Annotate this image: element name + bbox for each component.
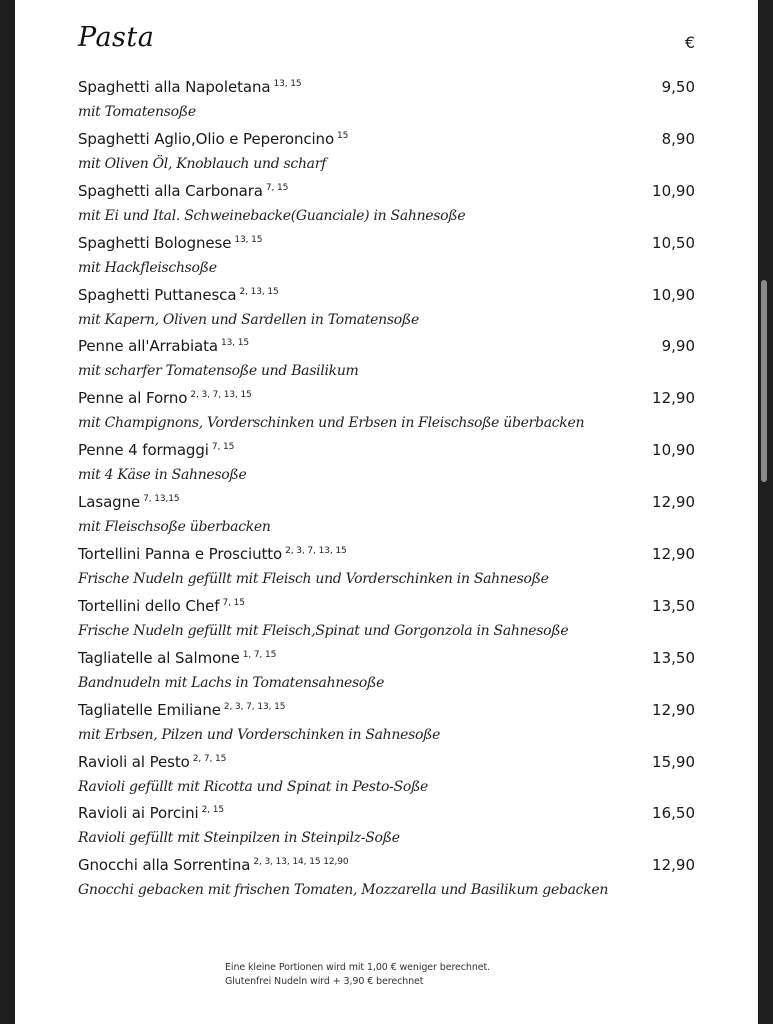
allergen-codes: 2, 15	[201, 805, 224, 816]
item-name: Spaghetti Puttanesca	[78, 285, 237, 304]
menu-item	[78, 439, 695, 491]
menu-item	[78, 387, 695, 439]
allergen-codes: 7, 15	[265, 182, 289, 193]
allergen-codes: 13, 15	[220, 338, 250, 349]
allergen-codes: 15	[337, 130, 349, 141]
allergen-codes: 13, 15	[234, 234, 263, 245]
scrollbar-thumb[interactable]	[761, 280, 767, 482]
item-price: 9,50	[661, 78, 695, 96]
item-price: 12,90	[652, 493, 695, 512]
item-price: 10,90	[652, 285, 695, 304]
item-name: Ravioli al Pesto	[78, 752, 190, 771]
item-name: Spaghetti alla Carbonara	[78, 181, 263, 200]
item-name: Spaghetti Bolognese	[78, 233, 232, 252]
menu-item	[78, 232, 695, 284]
allergen-codes: 2, 3, 13, 14, 15 12,90	[253, 857, 349, 868]
item-description: mit 4 Käse in Sahnesoße	[78, 467, 247, 484]
item-description: Ravioli gefüllt mit Steinpilzen in Steinpilz-Soße	[78, 830, 400, 847]
item-description: Ravioli gefüllt mit Ricotta und Spinat in Pesto-Soße	[78, 778, 429, 795]
item-price: 12,90	[652, 700, 695, 719]
allergen-codes: 1, 7, 15	[242, 649, 277, 660]
item-description: Gnocchi gebacken mit frischen Tomaten, Mozzarella und Basilikum gebacken	[78, 882, 609, 899]
allergen-codes: 7, 13,15	[143, 494, 180, 505]
menu-item-list	[78, 76, 695, 906]
allergen-codes: 13, 15	[273, 79, 302, 89]
item-price: 9,90	[661, 337, 695, 356]
menu-item	[78, 128, 695, 180]
item-name: Tagliatelle al Salmone	[78, 648, 240, 667]
item-price: 10,90	[652, 181, 695, 200]
item-name: Tortellini dello Chef	[78, 596, 220, 615]
item-name: Spaghetti alla Napoletana	[78, 78, 271, 96]
item-description: mit Fleischsoße überbacken	[78, 519, 271, 536]
menu-item	[78, 180, 695, 232]
item-name: Penne 4 formaggi	[78, 441, 209, 460]
item-description: Frische Nudeln gefüllt mit Fleisch,Spinat und Gorgonzola in Sahnesoße	[78, 622, 569, 639]
item-description: mit scharfer Tomatensoße und Basilikum	[78, 363, 359, 380]
item-description: mit Hackfleischsoße	[78, 259, 217, 276]
item-price: 10,50	[652, 233, 695, 252]
item-description: mit Tomatensoße	[78, 104, 196, 120]
menu-item	[78, 76, 695, 128]
item-description: Frische Nudeln gefüllt mit Fleisch und Vorderschinken in Sahnesoße	[78, 571, 549, 588]
footer-note-gluten-free: Glutenfrei Nudeln wird + 3,90 € berechnet	[225, 976, 424, 987]
menu-item	[78, 543, 695, 595]
item-name: Penne all'Arrabiata	[78, 337, 218, 356]
item-name: Ravioli ai Porcini	[78, 804, 199, 823]
menu-item	[78, 491, 695, 543]
menu-item	[78, 595, 695, 647]
menu-item	[78, 751, 695, 803]
item-description: mit Oliven Öl, Knoblauch und scharf	[78, 155, 327, 172]
allergen-codes: 7, 15	[222, 597, 245, 608]
item-description: mit Champignons, Vorderschinken und Erbsen in Fleischsoße überbacken	[78, 415, 585, 432]
currency-header: €	[684, 33, 695, 52]
item-name: Tagliatelle Emiliane	[78, 700, 221, 719]
item-price: 13,50	[652, 596, 695, 615]
allergen-codes: 2, 13, 15	[239, 286, 279, 297]
item-name: Lasagne	[78, 493, 141, 512]
item-price: 10,90	[652, 441, 695, 460]
menu-item	[78, 802, 695, 854]
menu-item	[78, 854, 695, 906]
item-description: mit Ei und Ital. Schweinebacke(Guanciale) in Sahnesoße	[78, 207, 466, 224]
section-title: Pasta	[78, 22, 155, 53]
allergen-codes: 2, 7, 15	[192, 753, 227, 764]
item-description: mit Erbsen, Pilzen und Vorderschinken in Sahnesoße	[78, 726, 441, 743]
allergen-codes: 2, 3, 7, 13, 15	[223, 701, 286, 712]
item-name: Gnocchi alla Sorrentina	[78, 856, 251, 875]
item-name: Tortellini Panna e Prosciutto	[78, 545, 283, 564]
item-price: 15,90	[652, 752, 695, 771]
menu-item	[78, 335, 695, 387]
item-description: mit Kapern, Oliven und Sardellen in Tomatensoße	[78, 311, 419, 328]
item-price: 8,90	[661, 129, 695, 148]
menu-item	[78, 699, 695, 751]
item-price: 12,90	[652, 856, 695, 875]
item-name: Spaghetti Aglio,Olio e Peperoncino	[78, 129, 335, 148]
item-price: 12,90	[652, 389, 695, 408]
item-price: 16,50	[652, 804, 695, 823]
item-price: 13,50	[652, 648, 695, 667]
item-description: Bandnudeln mit Lachs in Tomatensahnesoße	[78, 674, 385, 691]
item-name: Penne al Forno	[78, 389, 188, 408]
menu-item	[78, 647, 695, 699]
menu-item	[78, 284, 695, 336]
footer-note-small-portion: Eine kleine Portionen wird mit 1,00 € weniger berechnet.	[225, 962, 491, 973]
item-price: 12,90	[652, 545, 695, 564]
allergen-codes: 2, 3, 7, 13, 15	[190, 390, 252, 401]
menu-page	[15, 0, 758, 1024]
allergen-codes: 2, 3, 7, 13, 15	[285, 546, 347, 557]
footer-notes	[225, 961, 490, 989]
allergen-codes: 7, 15	[211, 442, 235, 453]
